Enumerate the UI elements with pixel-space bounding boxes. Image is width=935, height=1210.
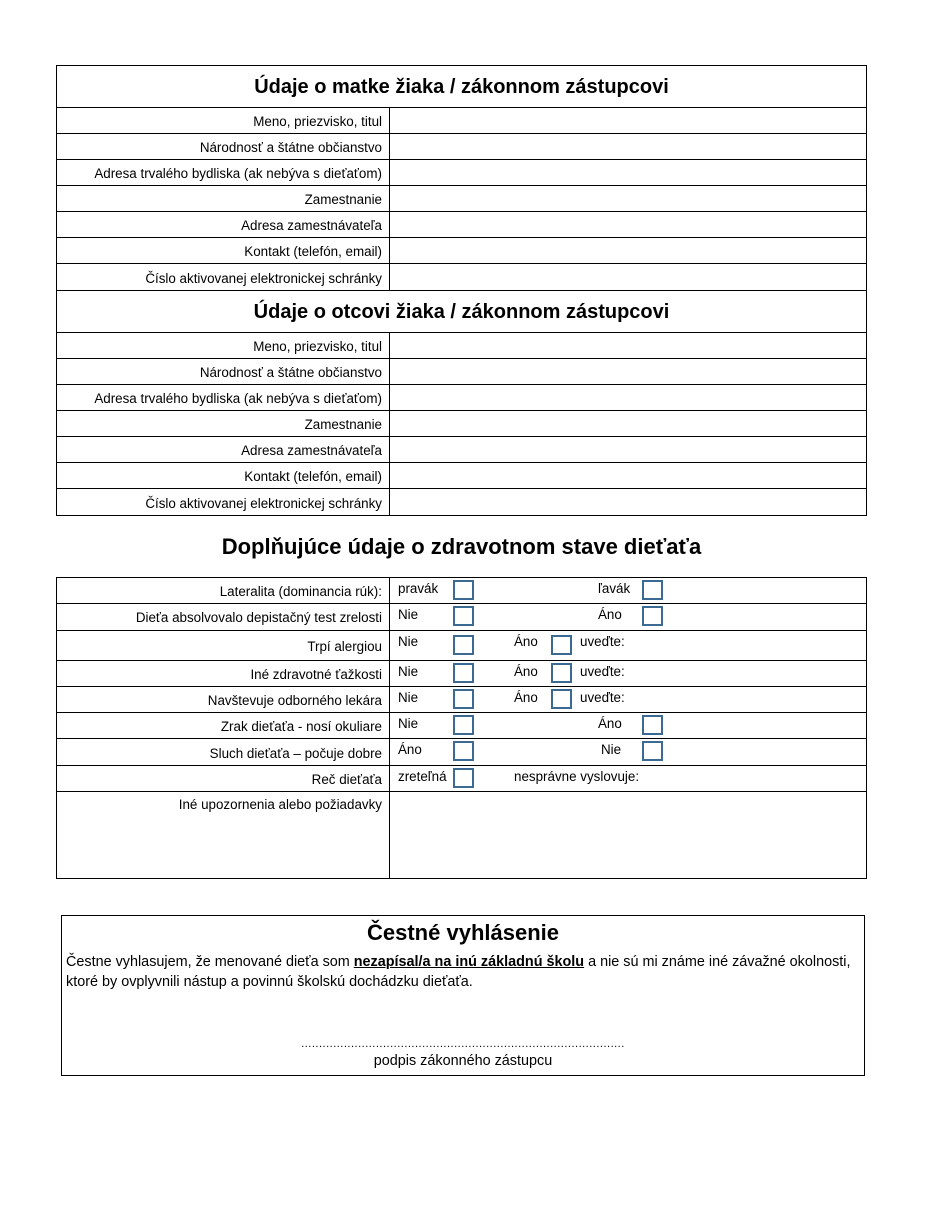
- mother-name-input[interactable]: [390, 108, 866, 133]
- checkbox-right-handed[interactable]: [453, 580, 474, 600]
- mother-nationality-input[interactable]: [390, 134, 866, 159]
- options-cell: [390, 604, 866, 629]
- declaration-emphasis: nezapísal/a na inú základnú školu: [353, 954, 585, 970]
- declaration-title: Čestné vyhlásenie: [367, 920, 559, 945]
- father-name-input[interactable]: [390, 333, 866, 358]
- father-occupation-row: [57, 411, 866, 437]
- option-label: ľavák: [598, 581, 631, 596]
- option-label: Nie: [398, 633, 419, 649]
- field-label: Národnosť a štátne občianstvo: [57, 359, 390, 384]
- specify-label: uveďte:: [580, 689, 625, 705]
- health-row-other-difficulties: [57, 661, 866, 687]
- mother-contact-input[interactable]: [390, 238, 866, 263]
- checkbox-screening-yes[interactable]: [642, 606, 663, 626]
- checkbox-specialist-no[interactable]: [453, 689, 474, 709]
- declaration-text: [62, 946, 864, 992]
- field-label: Zrak dieťaťa - nosí okuliare: [57, 713, 390, 738]
- field-label: Navštevuje odborného lekára: [57, 687, 390, 712]
- mother-address-input[interactable]: [390, 160, 866, 185]
- option-label: Áno: [514, 663, 538, 679]
- option-label: Nie: [601, 742, 622, 758]
- checkbox-glasses-yes[interactable]: [642, 715, 663, 735]
- father-employer-address-row: [57, 437, 866, 463]
- option-label: Áno: [398, 742, 422, 758]
- option-label: Nie: [398, 716, 419, 732]
- field-label: Dieťa absolvovalo depistačný test zrelosti: [57, 604, 390, 629]
- option-label: Áno: [514, 689, 538, 705]
- health-table: [56, 577, 867, 879]
- option-label: Nie: [398, 607, 419, 623]
- father-mailbox-row: [57, 489, 866, 515]
- checkbox-difficulties-no[interactable]: [453, 663, 474, 683]
- father-mailbox-input[interactable]: [390, 489, 866, 515]
- options-cell: [390, 713, 866, 738]
- mother-mailbox-input[interactable]: [390, 264, 866, 290]
- field-label: Reč dieťaťa: [57, 766, 390, 791]
- field-label: Kontakt (telefón, email): [57, 463, 390, 488]
- health-row-allergy: [57, 631, 866, 661]
- father-address-row: [57, 385, 866, 411]
- father-name-row: [57, 333, 866, 359]
- checkbox-allergy-yes[interactable]: [551, 635, 572, 655]
- mother-occupation-input[interactable]: [390, 186, 866, 211]
- field-label: Iné zdravotné ťažkosti: [57, 661, 390, 686]
- guardian-table: [56, 65, 867, 516]
- checkbox-screening-no[interactable]: [453, 606, 474, 626]
- father-address-input[interactable]: [390, 385, 866, 410]
- declaration-text-after: a nie sú mi známe iné závažné okolnosti, ktoré by ovplyvnili nástup a povinnú školskú dochádzku dieťaťa.: [66, 954, 851, 990]
- father-section-title: Údaje o otcovi žiaka / zákonnom zástupcovi: [57, 290, 866, 333]
- checkbox-glasses-no[interactable]: [453, 715, 474, 735]
- signature-line[interactable]: ...........................................................................................: [301, 1038, 625, 1050]
- health-row-speech: [57, 766, 866, 792]
- option-label: pravák: [398, 581, 439, 596]
- mother-contact-row: [57, 238, 866, 264]
- health-section-title: Doplňujúce údaje o zdravotnom stave dieťaťa: [221, 534, 702, 559]
- checkbox-allergy-no[interactable]: [453, 635, 474, 655]
- checkbox-left-handed[interactable]: [642, 580, 663, 600]
- health-row-screening-test: [57, 604, 866, 630]
- declaration-text-before: Čestne vyhlasujem, že menované dieťa som: [66, 954, 354, 970]
- mother-name-row: [57, 108, 866, 134]
- option-label: zreteľná: [398, 768, 447, 784]
- field-label: Iné upozornenia alebo požiadavky: [57, 792, 390, 878]
- options-cell: [390, 687, 866, 712]
- field-label: Číslo aktivovanej elektronickej schránky: [57, 264, 390, 290]
- field-label: Číslo aktivovanej elektronickej schránky: [57, 489, 390, 515]
- mother-nationality-row: [57, 134, 866, 160]
- father-employer-address-input[interactable]: [390, 437, 866, 462]
- mother-section-title: Údaje o matke žiaka / zákonnom zástupcovi: [57, 66, 866, 108]
- health-row-vision: [57, 713, 866, 739]
- mother-occupation-row: [57, 186, 866, 212]
- options-cell: [390, 739, 866, 764]
- field-label: Kontakt (telefón, email): [57, 238, 390, 263]
- option-label: Nie: [398, 689, 419, 705]
- father-nationality-row: [57, 359, 866, 385]
- option-label: nesprávne vyslovuje:: [514, 768, 640, 784]
- specify-label: uveďte:: [580, 663, 625, 679]
- options-cell: [390, 578, 866, 603]
- field-label: Národnosť a štátne občianstvo: [57, 134, 390, 159]
- checkbox-hearing-yes[interactable]: [453, 741, 474, 761]
- health-row-notes: [57, 792, 866, 878]
- father-nationality-input[interactable]: [390, 359, 866, 384]
- field-label: Meno, priezvisko, titul: [57, 108, 390, 133]
- mother-mailbox-row: [57, 264, 866, 290]
- field-label: Trpí alergiou: [57, 631, 390, 660]
- field-label: Adresa zamestnávateľa: [57, 212, 390, 237]
- specify-label: uveďte:: [580, 633, 625, 649]
- option-label: Nie: [398, 663, 419, 679]
- health-row-hearing: [57, 739, 866, 765]
- mother-employer-address-row: [57, 212, 866, 238]
- options-cell: [390, 766, 866, 791]
- checkbox-hearing-no[interactable]: [642, 741, 663, 761]
- checkbox-speech-clear[interactable]: [453, 768, 474, 788]
- father-occupation-input[interactable]: [390, 411, 866, 436]
- father-contact-input[interactable]: [390, 463, 866, 488]
- field-label: Zamestnanie: [57, 186, 390, 211]
- options-cell: [390, 631, 866, 660]
- notes-input[interactable]: [390, 792, 866, 878]
- father-contact-row: [57, 463, 866, 489]
- mother-employer-address-input[interactable]: [390, 212, 866, 237]
- option-label: Áno: [598, 607, 622, 623]
- field-label: Sluch dieťaťa – počuje dobre: [57, 739, 390, 764]
- checkbox-difficulties-yes[interactable]: [551, 663, 572, 683]
- option-label: Áno: [514, 633, 538, 649]
- options-cell: [390, 661, 866, 686]
- mother-address-row: [57, 160, 866, 186]
- field-label: Meno, priezvisko, titul: [57, 333, 390, 358]
- checkbox-specialist-yes[interactable]: [551, 689, 572, 709]
- field-label: Adresa zamestnávateľa: [57, 437, 390, 462]
- field-label: Lateralita (dominancia rúk):: [57, 578, 390, 603]
- health-row-laterality: [57, 578, 866, 604]
- field-label: Adresa trvalého bydliska (ak nebýva s dieťaťom): [57, 385, 390, 410]
- health-row-specialist: [57, 687, 866, 713]
- signature-label: podpis zákonného zástupcu: [373, 1053, 553, 1069]
- option-label: Áno: [598, 716, 622, 732]
- declaration-box: [61, 915, 865, 1076]
- field-label: Zamestnanie: [57, 411, 390, 436]
- field-label: Adresa trvalého bydliska (ak nebýva s dieťaťom): [57, 160, 390, 185]
